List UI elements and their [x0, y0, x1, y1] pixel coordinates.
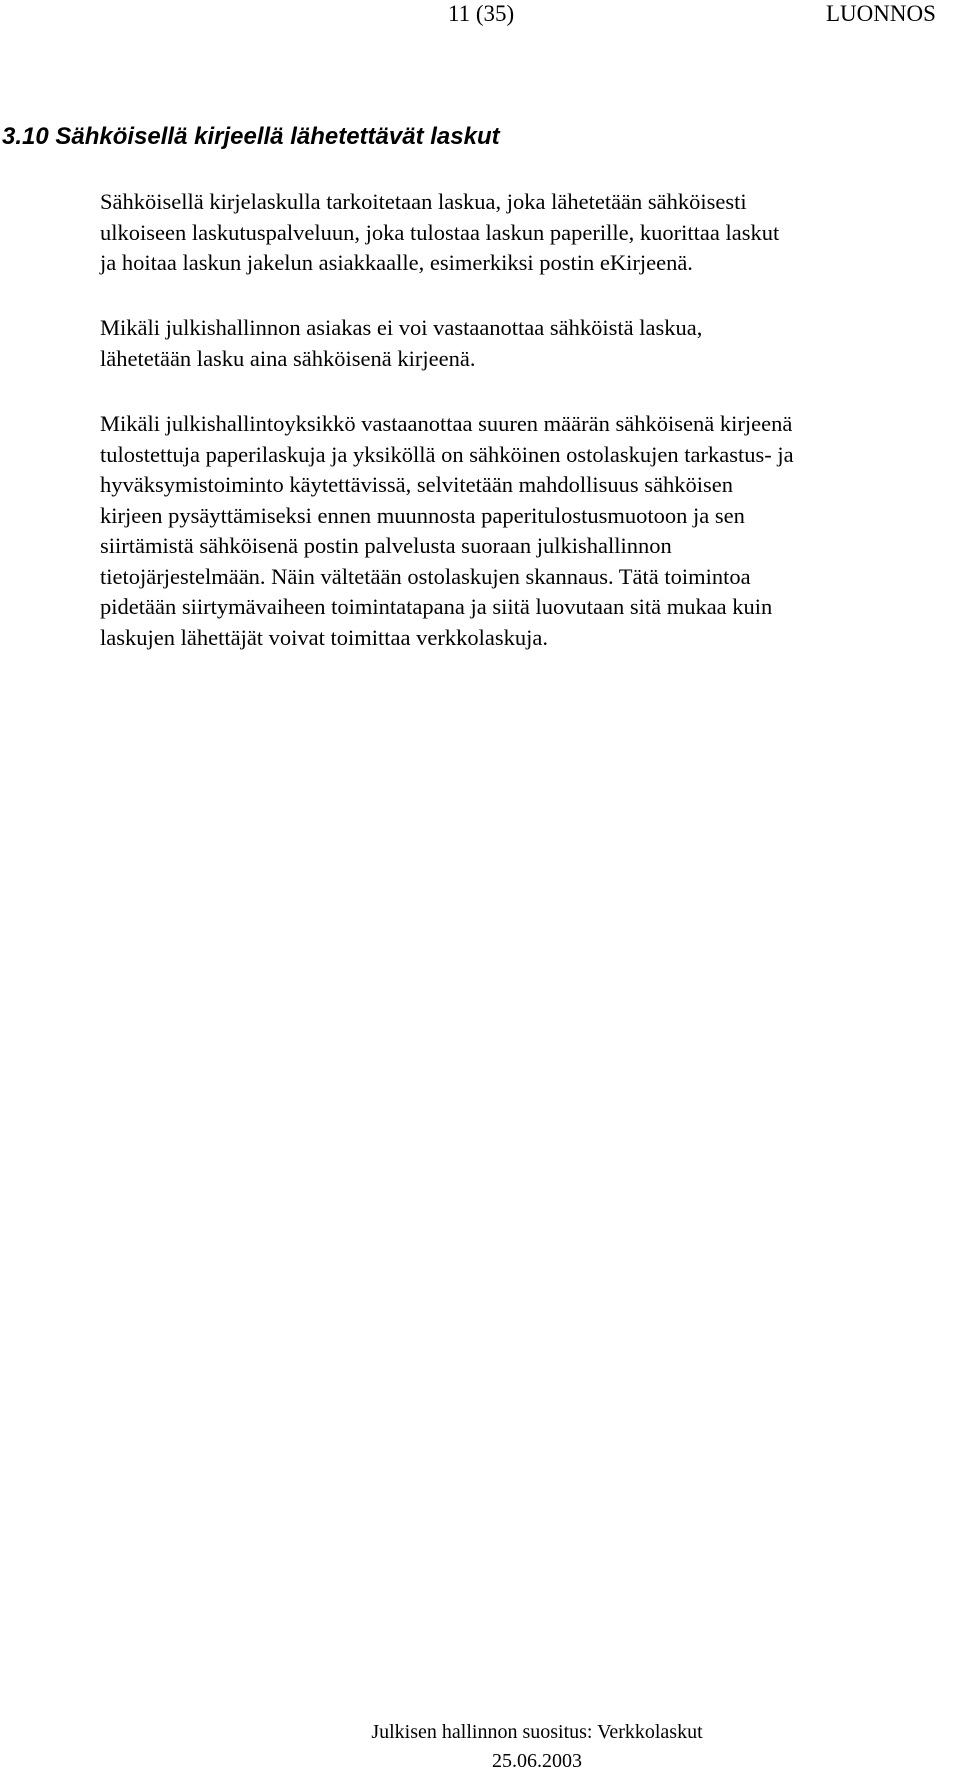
paragraph-line: ja hoitaa laskun jakelun asiakkaalle, esimerkiksi postin eKirjeenä. — [100, 250, 693, 275]
paragraph-line: siirtämistä sähköisenä postin palvelusta suoraan julkishallinnon — [100, 533, 672, 558]
body-paragraph — [100, 313, 960, 374]
body-paragraph — [100, 187, 960, 279]
paragraph-line: Mikäli julkishallinnon asiakas ei voi vastaanottaa sähköistä laskua, — [100, 315, 703, 340]
paragraph-line: pidetään siirtymävaiheen toimintatapana ja siitä luovutaan sitä mukaa kuin — [100, 594, 773, 619]
paragraph-line: hyväksymistoiminto käytettävissä, selvitetään mahdollisuus sähköisen — [100, 472, 734, 497]
footer-date: 25.06.2003 — [492, 1750, 582, 1772]
body-paragraph — [100, 409, 960, 653]
paragraph-line: lähetetään lasku aina sähköisenä kirjeenä. — [100, 345, 476, 371]
paragraph-line: Sähköisellä kirjelaskulla tarkoitetaan laskua, joka lähetetään sähköisesti — [100, 189, 747, 214]
section-heading: 3.10 Sähköisellä kirjeellä lähetettävät laskut — [2, 123, 500, 150]
footer-title: Julkisen hallinnon suositus: Verkkolaskut — [371, 1721, 703, 1743]
page-number: 11 (35) — [448, 1, 515, 26]
draft-label: LUONNOS — [826, 1, 936, 26]
paragraph-line: laskujen lähettäjät voivat toimittaa verkkolaskuja. — [100, 624, 548, 650]
paragraph-line: ulkoiseen laskutuspalveluun, joka tulostaa laskun paperille, kuorittaa laskut — [100, 219, 780, 245]
paragraph-line: kirjeen pysäyttämiseksi ennen muunnosta paperitulostusmuotoon ja sen — [100, 502, 745, 528]
paragraph-line: tulostettuja paperilaskuja ja yksiköllä on sähköinen ostolaskujen tarkastus- ja — [100, 441, 794, 467]
paragraph-line: tietojärjestelmään. Näin vältetään ostolaskujen skannaus. Tätä toimintoa — [100, 563, 751, 589]
paragraph-line: Mikäli julkishallintoyksikkö vastaanottaa suuren määrän sähköisenä kirjeenä — [100, 411, 793, 436]
